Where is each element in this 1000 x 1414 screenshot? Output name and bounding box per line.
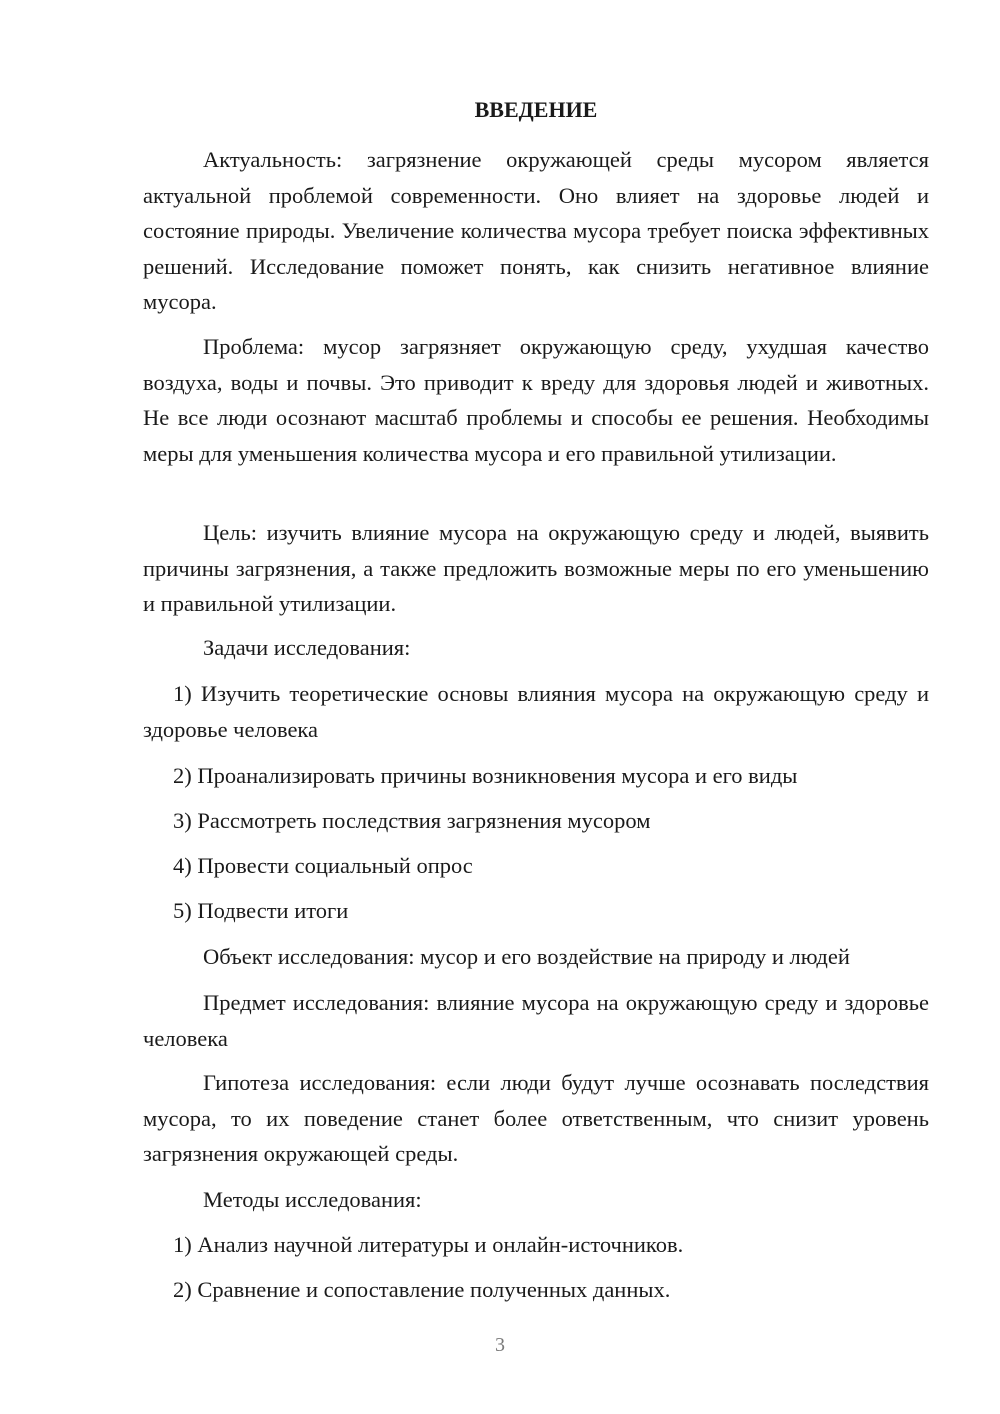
task-item-5: 5) Подвести итоги	[173, 898, 349, 923]
page-title: ВВЕДЕНИЕ	[474, 97, 598, 122]
paragraph-relevance: Актуальность: загрязнение окружающей среды мусором является актуальной проблемой современности. Оно влияет на здоровье людей и состояние природы. Увеличение количества мусора требует поиска эффективных решений. Исследование поможет понять, как снизить негативное влияние мусора.	[143, 147, 929, 314]
task-item-4: 4) Провести социальный опрос	[173, 853, 473, 878]
task-item-1: 1) Изучить теоретические основы влияния мусора на окружающую среду и здоровье человека	[143, 681, 929, 742]
paragraph-hypothesis: Гипотеза исследования: если люди будут лучше осознавать последствия мусора, то их поведение станет более ответственным, что снизит уровень загрязнения окружающей среды.	[143, 1070, 929, 1166]
paragraph-subject: Предмет исследования: влияние мусора на окружающую среду и здоровье человека	[143, 990, 929, 1051]
task-item-3: 3) Рассмотреть последствия загрязнения мусором	[173, 808, 651, 833]
task-item-2: 2) Проанализировать причины возникновения мусора и его виды	[173, 763, 798, 788]
paragraph-object: Объект исследования: мусор и его воздействие на природу и людей	[203, 944, 850, 969]
paragraph-problem: Проблема: мусор загрязняет окружающую среду, ухудшая качество воздуха, воды и почвы. Это приводит к вреду для здоровья людей и животных. Не все люди осознают масштаб проблемы и способы ее решения. Необходимы меры для уменьшения количества мусора и его правильной утилизации.	[143, 334, 929, 466]
methods-heading: Методы исследования:	[203, 1187, 422, 1212]
page-number: 3	[495, 1334, 505, 1356]
paragraph-goal: Цель: изучить влияние мусора на окружающую среду и людей, выявить причины загрязнения, а также предложить возможные меры по его уменьшению и правильной утилизации.	[143, 520, 929, 616]
tasks-heading: Задачи исследования:	[203, 635, 411, 660]
method-item-1: 1) Анализ научной литературы и онлайн-источников.	[173, 1232, 684, 1257]
method-item-2: 2) Сравнение и сопоставление полученных данных.	[173, 1277, 671, 1302]
